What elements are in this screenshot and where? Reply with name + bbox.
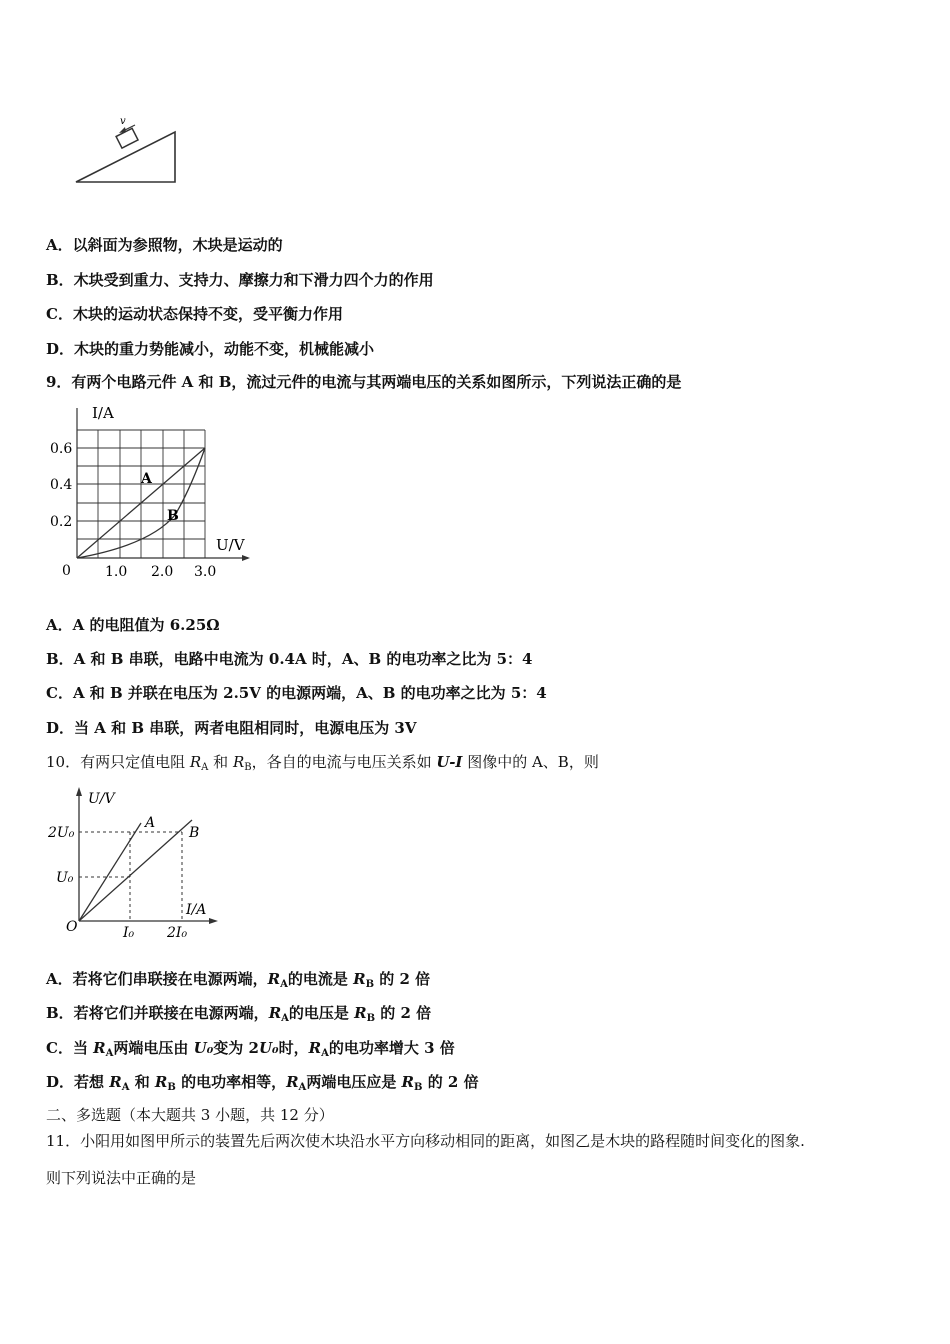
q9-x-tick-3.0: 3.0 bbox=[194, 564, 217, 580]
q10-option-b: B．若将它们并联接在电源两端，$R_A$的电压是 $R_B$ 的 2 倍 bbox=[46, 1004, 432, 1024]
q9-origin: 0 bbox=[62, 563, 71, 579]
q10-option-a: A．若将它们串联接在电源两端，$R_A$的电流是 $R_B$ 的 2 倍 bbox=[46, 970, 431, 990]
q10-line-a bbox=[79, 823, 141, 921]
q10-line-b-label: B bbox=[189, 825, 200, 841]
section-title-multi-choice: 二、多选题（本大题共 3 小题，共 12 分） bbox=[46, 1106, 334, 1124]
q10-y-axis-label: U/V bbox=[88, 791, 115, 807]
q9-y-tick-0.4: 0.4 bbox=[50, 477, 73, 493]
q10-graph bbox=[44, 783, 234, 943]
q9-option-d: D．当 A 和 B 串联，两者电阻相同时，电源电压为 3V bbox=[46, 719, 417, 737]
q10-option-d: D．若想 $R_A$ 和 $R_B$ 的电功率相等，$R_A$两端电压应是 $R_B$ 的 2 倍 bbox=[46, 1073, 479, 1093]
q10-option-c: C．当 $R_A$两端电压由 U₀变为 2U₀时，$R_A$的电功率增大 3 倍 bbox=[46, 1039, 455, 1059]
q10-x-tick-2i0: 2I₀ bbox=[167, 925, 188, 941]
velocity-label: v bbox=[120, 116, 126, 127]
q9-curve-a-label: A bbox=[141, 471, 152, 487]
q10-x-axis-label: I/A bbox=[186, 902, 207, 918]
q10-x-arrowhead bbox=[209, 918, 218, 924]
q9-graph bbox=[40, 400, 260, 585]
q9-x-tick-1.0: 1.0 bbox=[105, 564, 128, 580]
incline-figure bbox=[70, 112, 185, 190]
q9-option-a: A．A 的电阻值为 6.25Ω bbox=[46, 616, 220, 634]
q9-stem: 9．有两个电路元件 A 和 B，流过元件的电流与其两端电压的关系如图所示，下列说法正确的是 bbox=[46, 373, 682, 391]
q11-stem-line2: 则下列说法中正确的是 bbox=[46, 1169, 197, 1187]
q8-option-d: D．木块的重力势能减小，动能不变，机械能减小 bbox=[46, 340, 375, 358]
q8-option-b: B．木块受到重力、支持力、摩擦力和下滑力四个力的作用 bbox=[46, 271, 434, 289]
q9-y-axis-label: I/A bbox=[92, 404, 114, 422]
q11-stem-line1: 11．小阳用如图甲所示的装置先后两次使木块沿水平方向移动相同的距离，如图乙是木块的路程随时间变化的图象. bbox=[46, 1132, 805, 1150]
q10-line-b bbox=[79, 820, 192, 921]
q9-x-tick-2.0: 2.0 bbox=[151, 564, 174, 580]
q10-y-tick-u0: U₀ bbox=[56, 870, 74, 886]
q9-option-b: B．A 和 B 串联，电路中电流为 0.4A 时，A、B 的电功率之比为 5：4 bbox=[46, 650, 533, 668]
q8-option-a: A．以斜面为参照物，木块是运动的 bbox=[46, 236, 283, 254]
q10-y-arrowhead bbox=[76, 787, 82, 796]
q9-y-tick-0.2: 0.2 bbox=[50, 514, 73, 530]
q9-curve-b-label: B bbox=[167, 508, 179, 524]
velocity-arrowhead bbox=[119, 127, 126, 133]
q10-y-tick-2u0: 2U₀ bbox=[48, 825, 75, 841]
q9-y-tick-0.6: 0.6 bbox=[50, 441, 73, 457]
q10-line-a-label: A bbox=[145, 815, 156, 831]
q8-option-c: C．木块的运动状态保持不变，受平衡力作用 bbox=[46, 305, 343, 323]
wooden-block bbox=[116, 128, 138, 148]
q9-x-arrowhead bbox=[242, 555, 250, 561]
q9-x-axis-label: U/V bbox=[216, 536, 245, 554]
q10-x-tick-i0: I₀ bbox=[123, 925, 135, 941]
q10-stem: 10．有两只定值电阻 $R_A$ 和 $R_B$，各自的电流与电压关系如 U-I 图像中的 A、B，则 bbox=[46, 753, 599, 773]
q9-option-c: C．A 和 B 并联在电压为 2.5V 的电源两端，A、B 的电功率之比为 5：4 bbox=[46, 684, 547, 702]
q10-origin: O bbox=[66, 919, 78, 935]
